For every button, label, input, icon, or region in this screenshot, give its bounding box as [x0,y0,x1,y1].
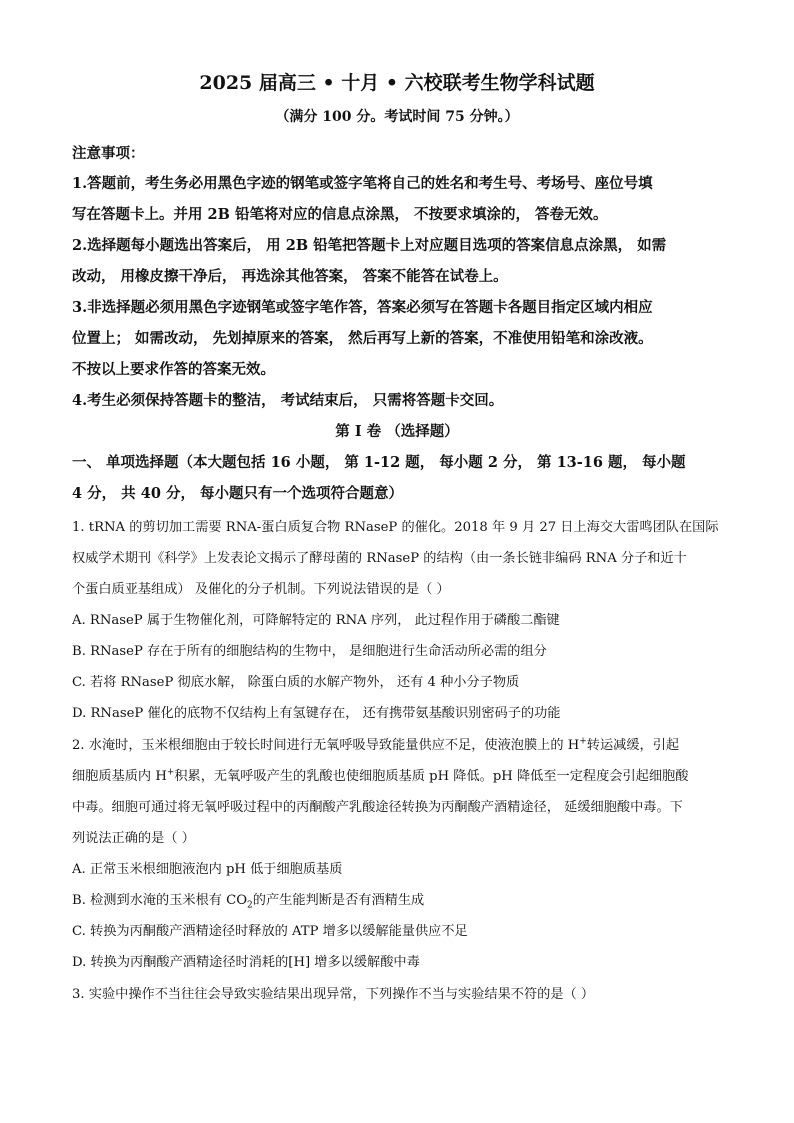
q2-option-b [72,889,424,911]
q1-option-c: C. 若将 RNaseP 彻底水解， 除蛋白质的水解产物外， 还有 4 种小分子物质 [72,675,520,690]
notice-line: 4.考生必须保持答题卡的整洁， 考试结束后， 只需将答题卡交回。 [72,392,504,409]
q3-stem-line: 3. 实验中操作不当往往会导致实验结果出现异常，下列操作不当与实验结果不符的是（ ） [72,987,595,1002]
notice-line: 改动， 用橡皮擦干净后， 再选涂其他答案， 答案不能答在试卷上。 [72,268,508,285]
notice-heading: 注意事项： [72,145,145,162]
superscript-plus: + [166,767,175,778]
section-title: 第 Ⅰ 卷 （选择题） [335,423,459,440]
q1-option-b: B. RNaseP 存在于所有的细胞结构的生物中， 是细胞进行生命活动所必需的组分 [72,644,547,659]
section-intro-line: 一、 单项选择题（本大题包括 16 小题， 第 1-12 题， 每小题 2 分， 第 13-16 题， 每小题 [72,454,686,471]
q2-stem-text: 积累，无氧呼吸产生的乳酸也使细胞质基质 pH 降低。pH 降低至一定程度会引起细胞酸 [174,769,689,784]
notice-line: 写在答题卡上。并用 2B 铅笔将对应的信息点涂黑， 不按要求填涂的， 答卷无效。 [72,206,608,223]
notice-line: 位置上； 如需改动， 先划掉原来的答案， 然后再写上新的答案，不准使用铅笔和涂改液。 [72,330,653,347]
notice-line: 不按以上要求作答的答案无效。 [72,361,275,378]
notice-line: 2.选择题每小题选出答案后， 用 2B 铅笔把答题卡上对应题目选项的答案信息点涂黑， 如需 [72,237,667,254]
q2-option-a: A. 正常玉米根细胞液泡内 pH 低于细胞质基质 [72,862,343,877]
q2-option-d: D. 转换为丙酮酸产酒精途径时消耗的[H] 增多以缓解酸中毒 [72,955,420,970]
notice-line: 3.非选择题必须用黑色字迹钢笔或签字笔作答，答案必须写在答题卡各题目指定区域内相应 [72,299,653,316]
q2-stem-line [72,734,679,753]
subscript-two: 2 [247,900,253,911]
q2-option-c: C. 转换为丙酮酸产酒精途径时释放的 ATP 增多以缓解能量供应不足 [72,924,468,939]
q2-stem-text: 细胞质基质内 H [72,769,167,784]
superscript-plus: + [579,736,587,747]
q2-option-text: 的产生能判断是否有酒精生成 [252,893,425,908]
exam-title: 2025 届高三 • 十月 • 六校联考生物学科试题 [199,72,595,94]
q2-stem-line: 中毒。细胞可通过将无氧呼吸过程中的丙酮酸产乳酸途径转换为丙酮酸产酒精途径， 延缓细胞酸中毒。下 [72,800,683,815]
q1-stem-line: 1. tRNA 的剪切加工需要 RNA-蛋白质复合物 RNaseP 的催化。2018 年 9 月 27 日上海交大雷鸣团队在国际 [72,520,719,535]
notice-line: 1.答题前，考生务必用黑色字迹的钢笔或签字笔将自己的姓名和考生号、考场号、座位号填 [72,175,653,192]
q2-stem-text: 转运减缓，引起 [586,738,680,753]
q2-stem-line: 列说法正确的是（ ） [72,831,195,846]
q1-stem-line: 个蛋白质亚基组成） 及催化的分子机制。下列说法错误的是（ ） [72,582,450,597]
q2-stem-text: 2. 水淹时，玉米根细胞由于较长时间进行无氧呼吸导致能量供应不足，使液泡膜上的 H [72,738,580,753]
exam-subtitle: （满分 100 分。考试时间 75 分钟。） [275,109,519,125]
q1-stem-line: 权威学术期刊《科学》上发表论文揭示了酵母菌的 RNaseP 的结构（由一条长链非编码 RNA 分子和近十 [72,551,687,566]
q1-option-d: D. RNaseP 催化的底物不仅结构上有氢键存在， 还有携带氨基酸识别密码子的功能 [72,706,561,721]
q2-option-text: B. 检测到水淹的玉米根有 CO [72,893,248,908]
section-intro-line: 4 分， 共 40 分， 每小题只有一个选项符合题意） [72,485,404,502]
q1-option-a: A. RNaseP 属于生物催化剂，可降解特定的 RNA 序列， 此过程作用于磷酸二酯键 [72,613,560,628]
q2-stem-line [72,765,688,784]
